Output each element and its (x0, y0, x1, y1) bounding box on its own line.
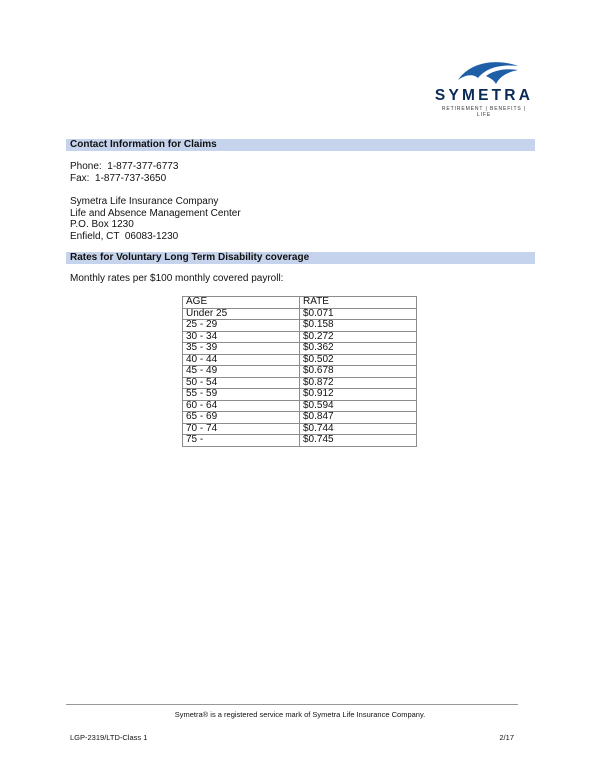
rate-cell: $0.594 (300, 400, 417, 412)
rate-cell: $0.847 (300, 412, 417, 424)
table-row (183, 435, 417, 447)
age-cell: 40 - 44 (183, 354, 300, 366)
table-row (183, 308, 417, 320)
age-cell: Under 25 (183, 308, 300, 320)
rate-cell: $0.678 (300, 366, 417, 378)
rate-cell: $0.158 (300, 320, 417, 332)
contact-info (70, 161, 178, 184)
table-row (183, 366, 417, 378)
table-row (183, 423, 417, 435)
age-cell: 50 - 54 (183, 377, 300, 389)
age-cell: 60 - 64 (183, 400, 300, 412)
table-header-row (183, 297, 417, 309)
table-row (183, 331, 417, 343)
address-line: P.O. Box 1230 (70, 219, 134, 230)
age-cell: 75 - (183, 435, 300, 447)
column-header-rate: RATE (300, 297, 417, 309)
rates-intro: Monthly rates per $100 monthly covered payroll: (70, 273, 284, 284)
trademark-notice: Symetra® is a registered service mark of Symetra Life Insurance Company. (174, 710, 426, 719)
age-cell: 25 - 29 (183, 320, 300, 332)
age-cell: 55 - 59 (183, 389, 300, 401)
rate-cell: $0.744 (300, 423, 417, 435)
mailing-address (70, 196, 241, 242)
logo-wordmark: SYMETRA (434, 87, 534, 104)
logo-tagline: RETIREMENT | BENEFITS | LIFE (441, 106, 527, 118)
column-header-age: AGE (183, 297, 300, 309)
form-number: LGP-2319/LTD-Class 1 (70, 733, 148, 742)
rate-cell: $0.912 (300, 389, 417, 401)
address-line: Life and Absence Management Center (70, 207, 241, 219)
age-cell: 70 - 74 (183, 423, 300, 435)
rate-cell: $0.502 (300, 354, 417, 366)
rate-cell: $0.071 (300, 308, 417, 320)
table-row (183, 412, 417, 424)
table-row (183, 400, 417, 412)
age-cell: 65 - 69 (183, 412, 300, 424)
table-row (183, 377, 417, 389)
rates-table (182, 296, 417, 447)
rate-cell: $0.272 (300, 331, 417, 343)
address-line: Symetra Life Insurance Company (70, 196, 219, 207)
age-cell: 35 - 39 (183, 343, 300, 355)
rate-cell: $0.872 (300, 377, 417, 389)
page-number: 2/17 (499, 733, 514, 742)
age-cell: 45 - 49 (183, 366, 300, 378)
age-cell: 30 - 34 (183, 331, 300, 343)
table-row (183, 343, 417, 355)
rate-cell: $0.745 (300, 435, 417, 447)
contact-section-header: Contact Information for Claims (66, 139, 535, 151)
swoosh-logo-icon (456, 56, 520, 88)
address-line: Enfield, CT 06083-1230 (70, 230, 179, 242)
table-row (183, 354, 417, 366)
phone-line: Phone: 1-877-377-6773 (70, 161, 179, 172)
rate-cell: $0.362 (300, 343, 417, 355)
table-row (183, 389, 417, 401)
fax-line: Fax: 1-877-737-3650 (70, 172, 167, 184)
table-row (183, 320, 417, 332)
rates-section-header: Rates for Voluntary Long Term Disability coverage (66, 252, 535, 264)
footer-divider (66, 704, 518, 705)
symetra-logo (434, 56, 534, 116)
